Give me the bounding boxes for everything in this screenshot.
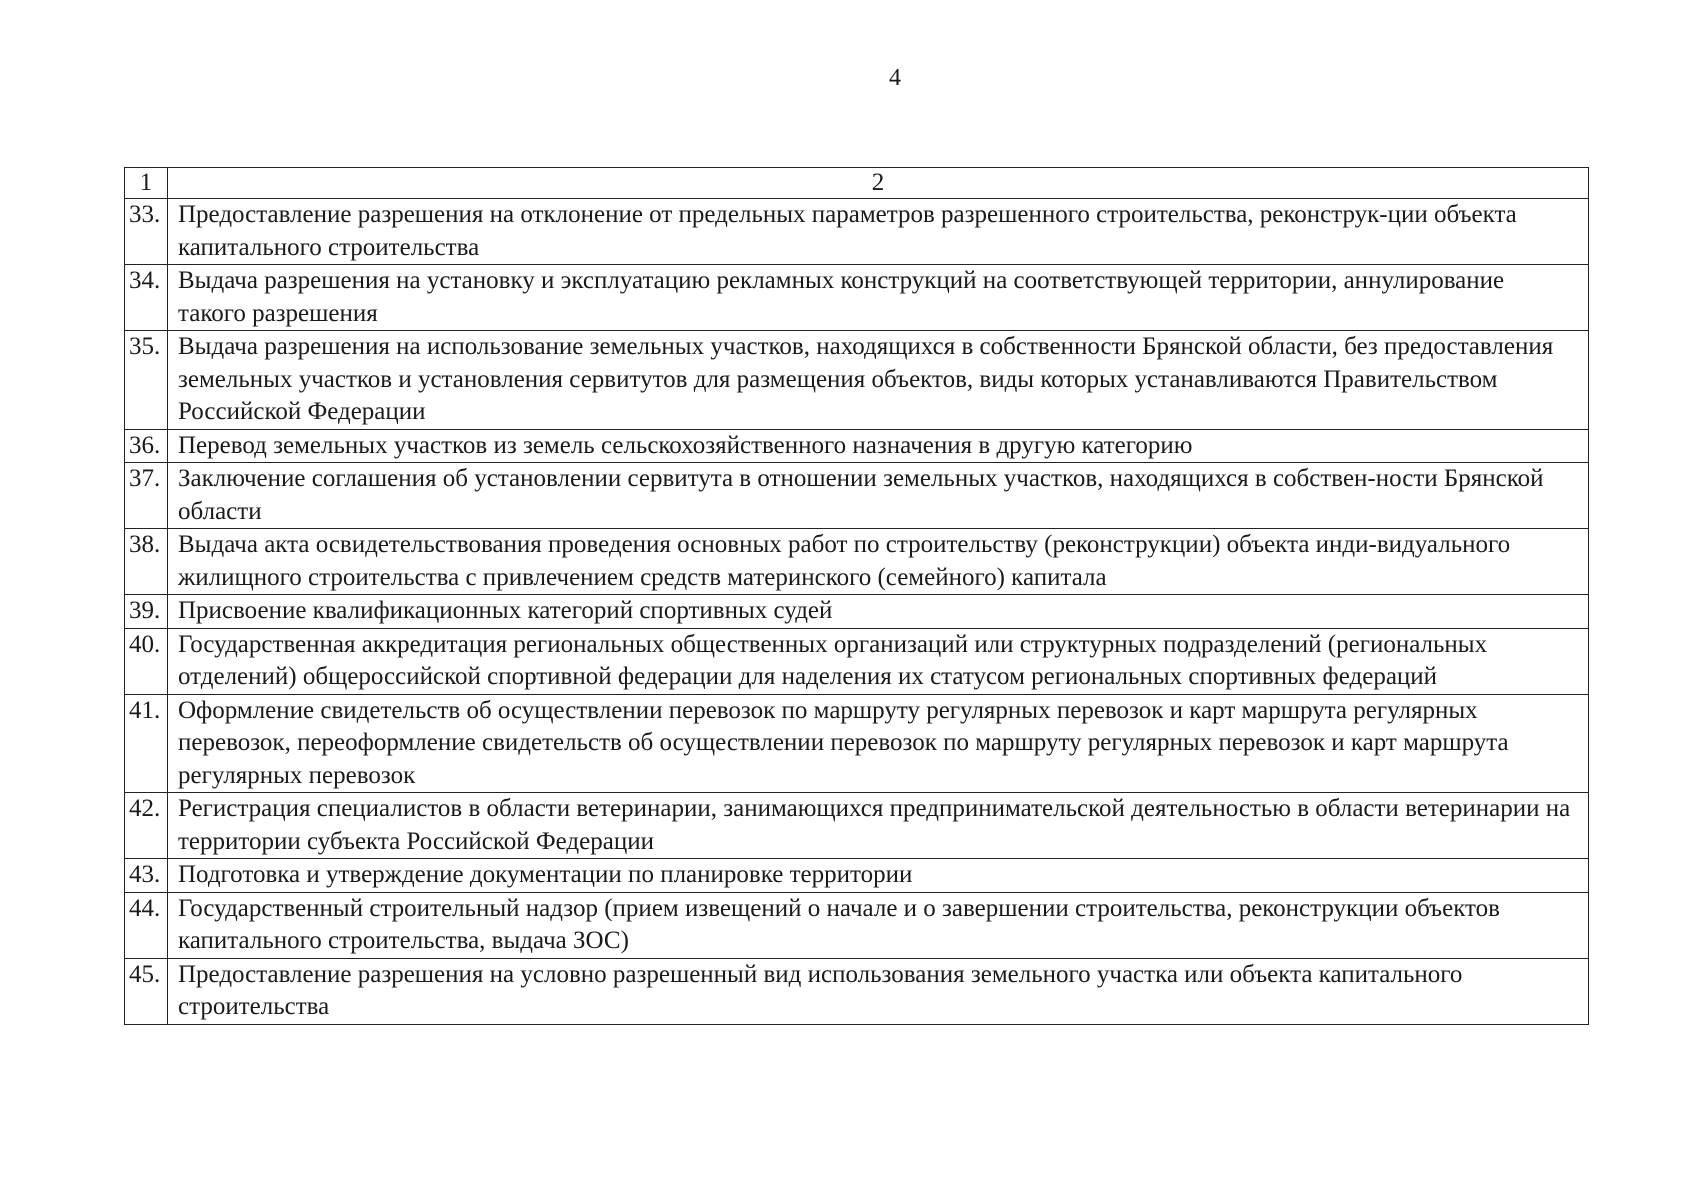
row-text: Оформление свидетельств об осуществлении перевозок по маршруту регулярных перевозок и карт маршрута регулярных перевозок, переоформление свидетельств об осуществлении перевозок по маршруту регулярных перевозок и карт маршрута регулярных перевозок <box>168 694 1589 793</box>
row-number: 34. <box>125 265 168 331</box>
row-number: 45. <box>125 958 168 1024</box>
table-header-row <box>125 168 1589 199</box>
table-row <box>125 265 1589 331</box>
table-row <box>125 463 1589 529</box>
row-number: 39. <box>125 595 168 629</box>
row-number: 42. <box>125 793 168 859</box>
services-table <box>124 167 1589 1025</box>
row-text: Выдача разрешения на установку и эксплуатацию рекламных конструкций на соответствующей территории, аннулирование такого разрешения <box>168 265 1589 331</box>
row-text: Регистрация специалистов в области ветеринарии, занимающихся предпринимательской деятельностью в области ветеринарии на территории субъекта Российской Федерации <box>168 793 1589 859</box>
table-row <box>125 529 1589 595</box>
table-row <box>125 331 1589 430</box>
table-row <box>125 694 1589 793</box>
row-number: 37. <box>125 463 168 529</box>
row-text: Перевод земельных участков из земель сельскохозяйственного назначения в другую категорию <box>168 429 1589 463</box>
row-text: Выдача разрешения на использование земельных участков, находящихся в собственности Брянской области, без предоставления земельных участков и установления сервитутов для размещения объектов, виды которых устанавливаются Правительством Российской Федерации <box>168 331 1589 430</box>
row-number: 38. <box>125 529 168 595</box>
row-text: Предоставление разрешения на отклонение от предельных параметров разрешенного строительства, реконструк-ции объекта капитального строительства <box>168 199 1589 265</box>
row-text: Государственный строительный надзор (прием извещений о начале и о завершении строительства, реконструкции объектов капитального строительства, выдача ЗОС) <box>168 892 1589 958</box>
row-text: Государственная аккредитация региональных общественных организаций или структурных подразделений (региональных отделений) общероссийской спортивной федерации для наделения их статусом региональных спортивных федераций <box>168 628 1589 694</box>
table-row <box>125 199 1589 265</box>
header-cell-description: 2 <box>168 168 1589 199</box>
table-row <box>125 793 1589 859</box>
table-row <box>125 892 1589 958</box>
row-number: 41. <box>125 694 168 793</box>
row-number: 36. <box>125 429 168 463</box>
row-text: Присвоение квалификационных категорий спортивных судей <box>168 595 1589 629</box>
row-text: Заключение соглашения об установлении сервитута в отношении земельных участков, находящихся в собствен-ности Брянской области <box>168 463 1589 529</box>
table-row <box>125 628 1589 694</box>
row-text: Подготовка и утверждение документации по планировке территории <box>168 859 1589 893</box>
table-row <box>125 859 1589 893</box>
table-row <box>125 429 1589 463</box>
row-text: Выдача акта освидетельствования проведения основных работ по строительству (реконструкции) объекта инди-видуального жилищного строительства с привлечением средств материнского (семейного) капитала <box>168 529 1589 595</box>
row-number: 43. <box>125 859 168 893</box>
table-row <box>125 958 1589 1024</box>
row-number: 33. <box>125 199 168 265</box>
row-number: 40. <box>125 628 168 694</box>
header-cell-number: 1 <box>125 168 168 199</box>
row-text: Предоставление разрешения на условно разрешенный вид использования земельного участка или объекта капитального строительства <box>168 958 1589 1024</box>
page-number: 4 <box>889 65 901 91</box>
row-number: 44. <box>125 892 168 958</box>
table-row <box>125 595 1589 629</box>
row-number: 35. <box>125 331 168 430</box>
